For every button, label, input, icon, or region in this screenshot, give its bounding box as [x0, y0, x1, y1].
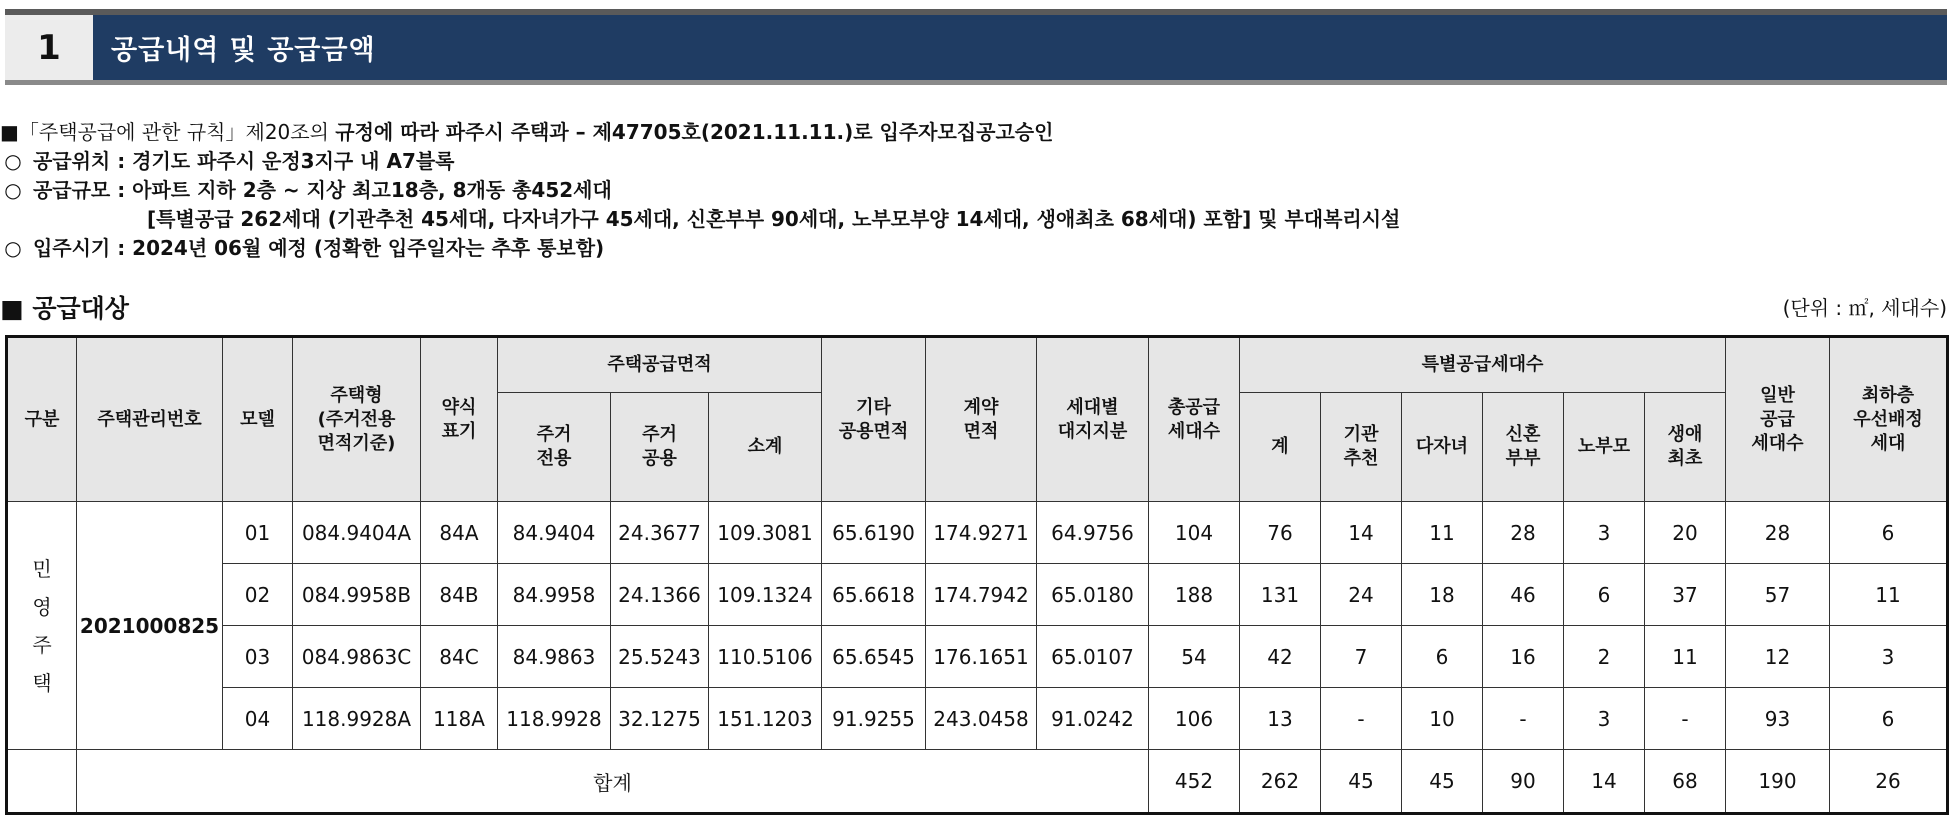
scale-text: 공급규모 : 아파트 지하 2층 ~ 지상 최고18층, 8개동 총452세대 — [32, 178, 612, 202]
excl-cell: 84.9958 — [498, 564, 611, 626]
col-header-sp-first: 생애 최초 — [1645, 393, 1726, 502]
sp-inst-cell: - — [1321, 688, 1402, 750]
lowest-cell: 11 — [1830, 564, 1948, 626]
col-header-type: 주택형 (주거전용 면적기준) — [293, 337, 421, 502]
col-header-sp-newly: 신혼 부부 — [1483, 393, 1564, 502]
excl-cell: 84.9404 — [498, 502, 611, 564]
sp-total-cell: 131 — [1240, 564, 1321, 626]
col-header-special-group: 특별공급세대수 — [1240, 337, 1726, 393]
sp-multi-cell: 6 — [1402, 626, 1483, 688]
table-row — [7, 564, 1948, 626]
col-header-lowest: 최하층 우선배정 세대 — [1830, 337, 1948, 502]
col-header-res-excl: 주거 전용 — [498, 393, 611, 502]
col-header-contract: 계약 면적 — [926, 337, 1037, 502]
col-header-other-common: 기타 공용면적 — [822, 337, 926, 502]
contract-cell: 176.1651 — [926, 626, 1037, 688]
approval-line — [0, 118, 1957, 147]
table-header-row — [7, 337, 1948, 393]
sp-first-cell: 68 — [1645, 750, 1726, 814]
sp-parents-cell: 14 — [1564, 750, 1645, 814]
col-header-subtotal: 소계 — [709, 393, 822, 502]
circle-bullet-icon: ○ — [4, 178, 22, 202]
supply-target-heading: ■ 공급대상 — [0, 294, 129, 323]
model-cell: 02 — [223, 564, 293, 626]
sp-parents-cell: 3 — [1564, 688, 1645, 750]
type-cell: 084.9404A — [293, 502, 421, 564]
sp-inst-cell: 45 — [1321, 750, 1402, 814]
table-row — [7, 626, 1948, 688]
total-supply-cell: 104 — [1149, 502, 1240, 564]
unit-note: (단위 : ㎡, 세대수) — [1782, 296, 1947, 320]
sp-total-cell: 13 — [1240, 688, 1321, 750]
general-cell: 28 — [1726, 502, 1830, 564]
circle-bullet-icon: ○ — [4, 149, 22, 173]
sp-total-cell: 76 — [1240, 502, 1321, 564]
model-cell: 03 — [223, 626, 293, 688]
common-cell: 24.1366 — [611, 564, 709, 626]
abbr-cell: 118A — [421, 688, 498, 750]
contract-cell: 174.9271 — [926, 502, 1037, 564]
approval-detail-text: 규정에 따라 파주시 주택과 – 제47705호(2021.11.11.)로 입주자모집공고승인 — [335, 120, 1054, 144]
other-common-cell: 91.9255 — [822, 688, 926, 750]
col-header-res-common: 주거 공용 — [611, 393, 709, 502]
sp-first-cell: 37 — [1645, 564, 1726, 626]
sp-parents-cell: 3 — [1564, 502, 1645, 564]
square-bullet-icon: ■ — [0, 120, 19, 144]
header-bottom-rule — [5, 80, 1947, 85]
total-supply-cell: 54 — [1149, 626, 1240, 688]
abbr-cell: 84A — [421, 502, 498, 564]
totals-label-cell: 합계 — [77, 750, 1149, 814]
special-supply-line — [0, 205, 1957, 234]
sp-inst-cell: 14 — [1321, 502, 1402, 564]
col-header-model: 모델 — [223, 337, 293, 502]
sp-newly-cell: - — [1483, 688, 1564, 750]
type-cell: 118.9928A — [293, 688, 421, 750]
category-spacer-cell — [7, 750, 77, 814]
supply-info — [0, 118, 1957, 263]
land-cell: 91.0242 — [1037, 688, 1149, 750]
sp-parents-cell: 2 — [1564, 626, 1645, 688]
sp-newly-cell: 28 — [1483, 502, 1564, 564]
lowest-cell: 3 — [1830, 626, 1948, 688]
other-common-cell: 65.6190 — [822, 502, 926, 564]
type-cell: 084.9958B — [293, 564, 421, 626]
general-cell: 190 — [1726, 750, 1830, 814]
col-header-abbr: 약식 표기 — [421, 337, 498, 502]
contract-cell: 243.0458 — [926, 688, 1037, 750]
land-cell: 65.0180 — [1037, 564, 1149, 626]
col-header-mgmt-no: 주택관리번호 — [77, 337, 223, 502]
col-header-area-group: 주택공급면적 — [498, 337, 822, 393]
col-header-category: 구분 — [7, 337, 77, 502]
section-title: 공급내역 및 공급금액 — [93, 15, 1947, 80]
col-header-sp-inst: 기관 추천 — [1321, 393, 1402, 502]
sp-newly-cell: 90 — [1483, 750, 1564, 814]
general-cell: 12 — [1726, 626, 1830, 688]
sp-newly-cell: 16 — [1483, 626, 1564, 688]
land-cell: 65.0107 — [1037, 626, 1149, 688]
col-header-general: 일반 공급 세대수 — [1726, 337, 1830, 502]
scale-line — [0, 176, 1957, 205]
col-header-sp-parents: 노부모 — [1564, 393, 1645, 502]
table-row — [7, 502, 1948, 564]
other-common-cell: 65.6618 — [822, 564, 926, 626]
col-header-land: 세대별 대지지분 — [1037, 337, 1149, 502]
lowest-cell: 6 — [1830, 502, 1948, 564]
subtotal-cell: 151.1203 — [709, 688, 822, 750]
totals-row — [7, 750, 1948, 814]
category-cell: 민 영 주 택 — [7, 502, 77, 750]
sp-first-cell: 11 — [1645, 626, 1726, 688]
general-cell: 93 — [1726, 688, 1830, 750]
sp-multi-cell: 11 — [1402, 502, 1483, 564]
move-in-line — [0, 234, 1957, 263]
sp-parents-cell: 6 — [1564, 564, 1645, 626]
type-cell: 084.9863C — [293, 626, 421, 688]
contract-cell: 174.7942 — [926, 564, 1037, 626]
model-cell: 01 — [223, 502, 293, 564]
common-cell: 32.1275 — [611, 688, 709, 750]
sp-total-cell: 42 — [1240, 626, 1321, 688]
common-cell: 25.5243 — [611, 626, 709, 688]
model-cell: 04 — [223, 688, 293, 750]
sp-multi-cell: 10 — [1402, 688, 1483, 750]
special-supply-text: [특별공급 262세대 (기관추천 45세대, 다자녀가구 45세대, 신혼부부 90세대, 노부모부양 14세대, 생애최초 68세대) 포함] 및 부대복리시설 — [147, 207, 1401, 231]
sp-multi-cell: 45 — [1402, 750, 1483, 814]
col-header-total-supply: 총공급 세대수 — [1149, 337, 1240, 502]
subtotal-cell: 109.3081 — [709, 502, 822, 564]
col-header-sp-multi: 다자녀 — [1402, 393, 1483, 502]
approval-rule-text: 「주택공급에 관한 규칙」제20조의 — [18, 120, 329, 144]
location-text: 공급위치 : 경기도 파주시 운정3지구 내 A7블록 — [32, 149, 455, 173]
subtotal-cell: 109.1324 — [709, 564, 822, 626]
excl-cell: 84.9863 — [498, 626, 611, 688]
section-header — [5, 15, 1947, 80]
table-row — [7, 688, 1948, 750]
subtotal-cell: 110.5106 — [709, 626, 822, 688]
sp-first-cell: 20 — [1645, 502, 1726, 564]
common-cell: 24.3677 — [611, 502, 709, 564]
supply-table — [5, 335, 1949, 815]
sp-multi-cell: 18 — [1402, 564, 1483, 626]
mgmt-no-cell: 2021000825 — [77, 502, 223, 750]
general-cell: 57 — [1726, 564, 1830, 626]
lowest-cell: 26 — [1830, 750, 1948, 814]
col-header-sp-total: 계 — [1240, 393, 1321, 502]
section-number: 1 — [5, 15, 93, 80]
abbr-cell: 84B — [421, 564, 498, 626]
lowest-cell: 6 — [1830, 688, 1948, 750]
sp-first-cell: - — [1645, 688, 1726, 750]
sp-inst-cell: 24 — [1321, 564, 1402, 626]
land-cell: 64.9756 — [1037, 502, 1149, 564]
sp-newly-cell: 46 — [1483, 564, 1564, 626]
circle-bullet-icon: ○ — [4, 236, 22, 260]
abbr-cell: 84C — [421, 626, 498, 688]
total-supply-cell: 188 — [1149, 564, 1240, 626]
location-line — [0, 147, 1957, 176]
move-in-text: 입주시기 : 2024년 06월 예정 (정확한 입주일자는 추후 통보함) — [32, 236, 605, 260]
excl-cell: 118.9928 — [498, 688, 611, 750]
total-supply-cell: 452 — [1149, 750, 1240, 814]
sp-total-cell: 262 — [1240, 750, 1321, 814]
sp-inst-cell: 7 — [1321, 626, 1402, 688]
other-common-cell: 65.6545 — [822, 626, 926, 688]
total-supply-cell: 106 — [1149, 688, 1240, 750]
